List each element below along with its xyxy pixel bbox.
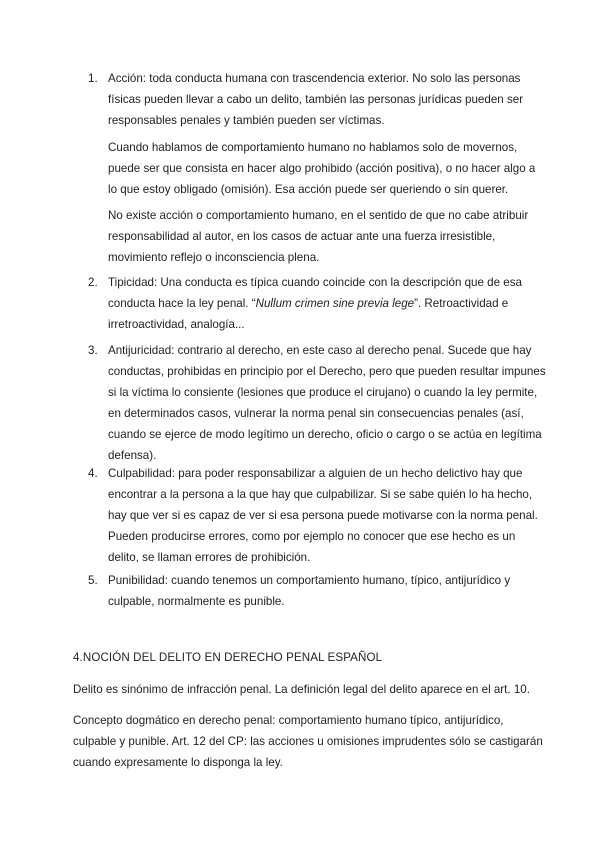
text-line: cuando se ejerce de modo legítimo un derecho, oficio o cargo o se actúa en legítima <box>108 428 542 441</box>
text-line: culpable, normalmente es punible. <box>108 595 285 608</box>
text-line: cuando expresamente lo disponga la ley. <box>73 756 283 769</box>
text-line: encontrar a la persona a la que hay que culpabilizar. Si se sabe quién lo ha hecho, <box>108 488 533 501</box>
section-paragraph-1 <box>73 679 533 700</box>
text-line: irretroactividad, analogía... <box>108 318 245 331</box>
text-line: responsabilidad al autor, en los casos de actuar ante una fuerza irresistible, <box>108 230 496 243</box>
text-line: Pueden producirse errores, como por ejemplo no conocer que ese hecho es un <box>108 530 516 543</box>
text-line: Culpabilidad: para poder responsabilizar a alguien de un hecho delictivo hay que <box>108 467 523 480</box>
text-line: Tipicidad: Una conducta es típica cuando coincide con la descripción que de esa <box>108 276 522 289</box>
list-number: 2. <box>88 276 98 289</box>
text-line: hay que ver si es capaz de ver si esa persona puede motivarse con la norma penal. <box>108 509 538 522</box>
section-paragraph-2 <box>73 710 543 773</box>
text-line: Punibilidad: cuando tenemos un comportamiento humano, típico, antijurídico y <box>108 574 511 587</box>
list-number: 1. <box>88 72 98 85</box>
text-line: físicas pueden llevar a cabo un delito, también las personas jurídicas pueden ser <box>108 93 524 106</box>
text-line: No existe acción o comportamiento humano, en el sentido de que no cabe atribuir <box>108 209 529 222</box>
text-line: conductas, prohibidas en principio por el Derecho, pero que pueden resultar impunes <box>108 365 546 378</box>
list-number: 5. <box>88 574 98 587</box>
text-line: defensa). <box>108 449 157 462</box>
text-line: Delito es sinónimo de infracción penal. La definición legal del delito aparece en el art. 10. <box>73 683 530 696</box>
text-segment: conducta hace la ley penal. “ <box>108 297 256 310</box>
text-line: Antijuricidad: contrario al derecho, en este caso al derecho penal. Sucede que hay <box>108 344 532 357</box>
text-segment: ”. Retroactividad e <box>414 297 509 310</box>
text-line: Acción: toda conducta humana con trascendencia exterior. No solo las personas <box>108 72 521 85</box>
text-line: puede ser que consista en hacer algo prohibido (acción positiva), o no hacer algo a <box>108 162 536 175</box>
text-line <box>108 293 528 314</box>
text-line: si la víctima lo consiente (lesiones que produce el cirujano) o cuando la ley permite, <box>108 386 538 399</box>
latin-maxim: Nullum crimen sine previa lege <box>255 297 415 310</box>
text-line: en determinados casos, vulnerar la norma penal sin consecuencias penales (así, <box>108 407 524 420</box>
list-number: 4. <box>88 467 98 480</box>
text-line: culpable y punible. Art. 12 del CP: las acciones u omisiones imprudentes sólo se castigarán <box>73 735 543 748</box>
accion-paragraph-2 <box>108 137 536 200</box>
culpabilidad-paragraph <box>108 463 538 568</box>
accion-paragraph-3 <box>108 205 528 268</box>
list-number: 3. <box>88 344 98 357</box>
antijuricidad-paragraph <box>108 340 546 466</box>
text-line: delito, se llaman errores de prohibición. <box>108 551 311 564</box>
text-line: movimiento reflejo o inconsciencia plena. <box>108 251 320 264</box>
punibilidad-paragraph <box>108 570 528 612</box>
tipicidad-paragraph <box>108 272 528 335</box>
text-line: lo que estoy obligado (omisión). Esa acción puede ser queriendo o sin querer. <box>108 183 509 196</box>
text-line: Cuando hablamos de comportamiento humano no hablamos solo de movernos, <box>108 141 518 154</box>
text-line: Concepto dogmático en derecho penal: comportamiento humano típico, antijurídico, <box>73 714 504 727</box>
accion-paragraph <box>108 68 528 131</box>
text-line: responsables penales y también pueden ser víctimas. <box>108 114 385 127</box>
section-heading: 4.NOCIÓN DEL DELITO EN DERECHO PENAL ESPAÑOL <box>73 651 383 664</box>
